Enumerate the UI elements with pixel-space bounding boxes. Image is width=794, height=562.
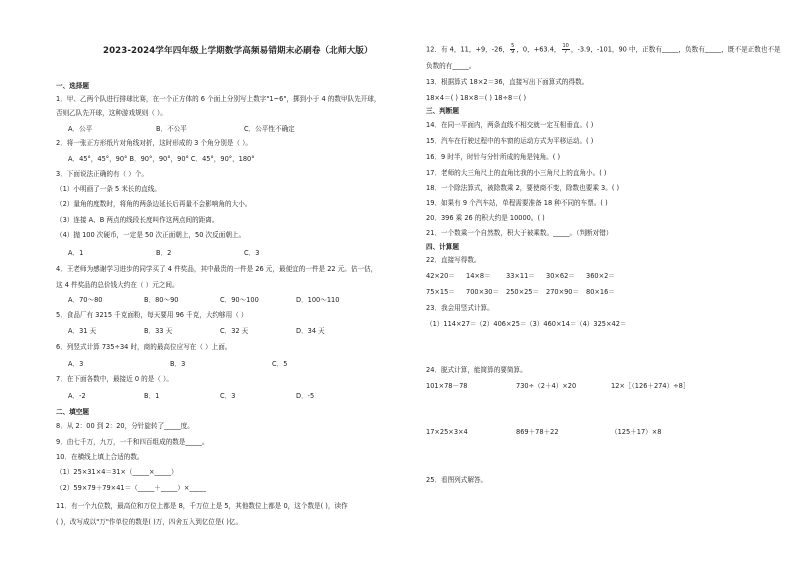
question-3-d: （4）抛 100 次硬币，一定是 50 次正面朝上，50 次反面朝上。	[56, 231, 246, 239]
question-12-cont: 负数的有_____。	[426, 62, 476, 70]
question-15: 15．汽车在行驶过程中的车窗的运动方式为平移运动。( )	[426, 137, 594, 145]
question-22: 22．直接写得数。	[426, 256, 481, 264]
question-5: 5．食品厂有 3215 千克面粉，每天要用 96 千克，大约够用（ ）	[56, 311, 248, 319]
question-1: 1．甲、乙两个队进行排球比赛，在一个正方体的 6 个面上分别写上数字"1~6"，掷到小于 4 的数甲队先开球，	[56, 95, 381, 103]
question-21: 21．一个数乘一个自然数，积大于被乘数。_____。（判断对错）	[426, 229, 613, 237]
question-1-cont: 否则乙队先开球，这种游戏规则（ ）。	[56, 109, 167, 117]
question-16: 16．9 时半，时针与分针所成的角是钝角。( )	[426, 153, 561, 161]
question-3-options	[68, 249, 259, 258]
option-c: C．公平性不确定	[244, 125, 295, 133]
section-choice-heading: 一、选择题	[56, 82, 89, 90]
question-23: 23．我会用竖式计算。	[426, 304, 494, 312]
section-judge-heading: 三、判断题	[426, 107, 459, 115]
calc-item: （125＋17）×8	[611, 428, 662, 436]
question-3-c: （3）连接 A、B 两点的线段长度叫作这两点间的距离。	[56, 216, 219, 224]
question-4-options	[68, 296, 339, 305]
question-18: 18．一个除法算式，被除数乘 2，要使商不变，除数也要乘 3。( )	[426, 184, 620, 192]
calc-item: 17×25×3×4	[426, 428, 468, 436]
question-23-row	[426, 320, 626, 329]
question-1-options	[68, 125, 295, 134]
question-17: 17．老师的大三角尺上的直角比我的小三角尺上的直角小。( )	[426, 169, 607, 177]
option-d: D．-5	[296, 392, 315, 400]
option-c: C．5	[272, 360, 288, 368]
question-10-a: （1）25×31×4＝31×（_____×_____）	[56, 468, 178, 476]
option-c: C．3	[220, 392, 236, 400]
option-b: B．80～90	[144, 296, 179, 304]
question-8: 8．从 2：00 到 2：20，分针旋转了_____度。	[56, 422, 194, 430]
question-2: 2．将一张正方形纸片对角线对折，这时形成的 3 个角分别是（ ）。	[56, 139, 253, 147]
calc-item: 12×［（126＋274）÷8］	[611, 382, 690, 390]
calc-item: 730÷（2＋4）×20	[516, 382, 577, 390]
section-calc-heading: 四、计算题	[426, 243, 459, 251]
calc-item: 360×2＝	[586, 272, 615, 280]
question-4: 4．王老师为感谢学习进步的同学买了 4 件奖品，其中最贵的一件是 26 元，最便宜的一件是 22 元。估一估，	[56, 265, 378, 273]
question-24: 24．脱式计算，能简算的要简算。	[426, 366, 527, 374]
section-fill-heading: 二、填空题	[56, 408, 89, 416]
question-3-a: （1）小明画了一条 5 米长的直线。	[56, 185, 161, 193]
option-a: A．3	[68, 360, 84, 368]
question-25: 25．看图列式解答。	[426, 476, 488, 484]
option-b: B．不公平	[156, 125, 187, 133]
question-9: 9．由七千万，九万，一千和四百组成的数是_____。	[56, 438, 209, 446]
question-5-options	[68, 327, 325, 336]
option-a: A．公平	[68, 125, 93, 133]
calc-item: 270×90＝	[546, 288, 580, 296]
calc-item: （3）460×14＝	[526, 320, 577, 328]
option-b: B．2	[156, 249, 172, 257]
calc-item: 75×15＝	[426, 288, 455, 296]
calc-item: （4）325×42＝	[576, 320, 627, 328]
calc-item: 700×30＝	[466, 288, 500, 296]
calc-item: （2）406×25＝	[476, 320, 527, 328]
question-24-row-1	[426, 382, 689, 391]
option-a: A．70～80	[68, 296, 103, 304]
question-7-options	[68, 392, 314, 401]
question-14: 14．在同一平面内，两条直线不相交就一定互相垂直。( )	[426, 121, 594, 129]
question-13: 13．根据算式 18×2＝36，直接写出下面算式的得数。	[426, 78, 589, 86]
question-2-options: A．45°，45°，90° B．90°，90°，90° C．45°，90°，180°	[68, 155, 255, 163]
option-d: D．34 天	[296, 327, 325, 335]
calc-item: 101×78－78	[426, 382, 468, 390]
option-c: C．90～100	[220, 296, 259, 304]
option-b: B．3	[170, 360, 186, 368]
calc-item: 33×11＝	[506, 272, 535, 280]
question-22-row-2	[426, 288, 615, 297]
question-12: 12．有 4，11，+9，-26， $\frac{5}{9}$ ，0，+63.4， $\frac{10}{7}$ ，-3.9，-101，90 中，正数有_____，负数有_____，既不是正数也不是	[426, 43, 781, 55]
question-22-row-1	[426, 272, 615, 281]
question-13-blanks: 18×4＝( ) 18×8＝( ) 18÷8＝( )	[426, 94, 527, 102]
calc-item: 42×20＝	[426, 272, 455, 280]
option-a: A．-2	[68, 392, 86, 400]
option-b: B．33 天	[144, 327, 173, 335]
calc-item: 250×25＝	[506, 288, 540, 296]
question-6: 6．列竖式计算 735÷34 时，商的最高位应写在（ ）上面。	[56, 343, 232, 351]
option-c: C．3	[244, 249, 260, 257]
fraction-10-7: $\frac{10}{7}$	[562, 43, 569, 55]
option-a: A．31 天	[68, 327, 97, 335]
calc-item: 80×16＝	[586, 288, 615, 296]
calc-item: 869＋78＋22	[516, 428, 559, 436]
question-7: 7．在下面各数中，最接近 0 的是（ ）。	[56, 375, 173, 383]
question-3-b: （2）量角的度数时，将角的两条边延长后再量不会影响角的大小。	[56, 200, 252, 208]
option-a: A．1	[68, 249, 84, 257]
option-d: D．100～110	[296, 296, 340, 304]
question-20: 20．396 乘 26 的积大约是 10000。( )	[426, 214, 545, 222]
question-6-options	[68, 360, 287, 369]
question-19: 19．如果有 9 个汽车站，单程需要准备 18 种不同的车票。( )	[426, 199, 608, 207]
option-c: C．32 天	[220, 327, 249, 335]
question-24-row-2	[426, 428, 661, 437]
question-11: 11．有一个九位数，最高位和万位上都是 8，千万位上是 5，其他数位上都是 0，这个数是( )，读作	[56, 502, 348, 510]
question-3: 3．下面说法正确的有（ ）个。	[56, 170, 149, 178]
calc-item: 14×8＝	[466, 272, 491, 280]
page-title: 2023-2024学年四年级上学期数学高频易错期末必刷卷（北师大版）	[103, 46, 373, 56]
fraction-5-9: $\frac{5}{9}$	[511, 43, 515, 55]
calc-item: （1）114×27＝	[426, 320, 477, 328]
question-4-cont: 这 4 件奖品的总价钱大约在（ ）元之间。	[56, 281, 179, 289]
question-11-cont: ( )，改写成以"万"作单位的数是( )万，四舍五入到亿位是( )亿。	[56, 518, 243, 526]
question-10: 10．在横线上填上合适的数。	[56, 453, 144, 461]
question-10-b: （2）59×79＋79×41＝（_____＋_____）×_____	[56, 484, 206, 492]
calc-item: 30×62＝	[546, 272, 575, 280]
option-b: B．1	[144, 392, 160, 400]
